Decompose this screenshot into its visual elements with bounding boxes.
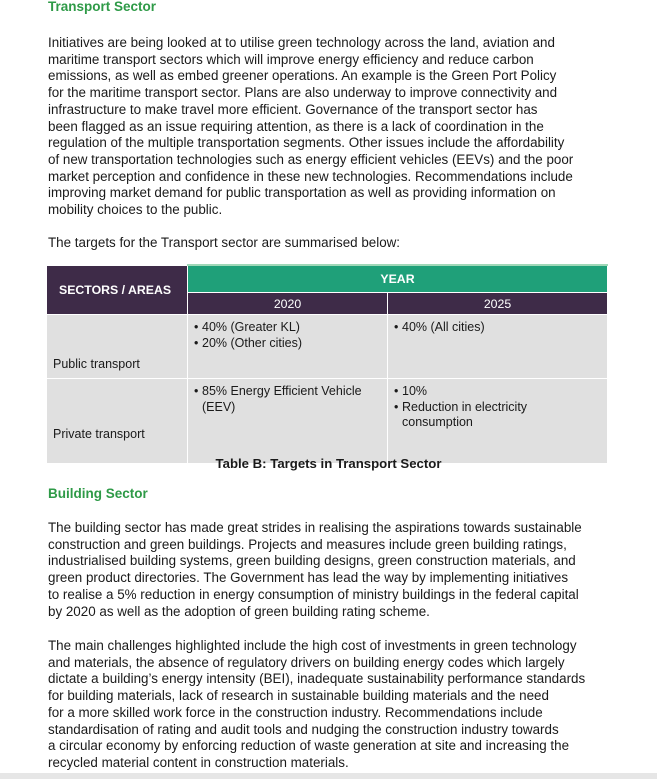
transport-line: Initiatives are being looked at to utilise green technology across the land, aviation and [48, 35, 555, 50]
table-caption: Table B: Targets in Transport Sector [215, 456, 442, 471]
target-item: • 40% (All cities) [394, 320, 601, 336]
col-2020-header: 2020 [188, 293, 388, 315]
building-line: for a more skilled work force in the construction industry. Recommendations include [48, 704, 543, 720]
building-line: The building sector has made great strides in realising the aspirations towards sustainable [48, 520, 582, 535]
building-line: dictate a building’s energy intensity (BEI), inadequate sustainability performance standards [48, 671, 586, 687]
transport-paragraph [48, 35, 609, 219]
col-2025-header: 2025 [388, 293, 608, 315]
transport-line: maritime transport sectors which will improve energy efficiency and reduce carbon [48, 51, 534, 67]
building-line: a circular economy by enforcing reduction of waste generation at site and increasing the [48, 738, 570, 754]
target-item: • 10% [394, 384, 601, 400]
transport-line: mobility choices to the public. [48, 202, 223, 218]
building-line: by 2020 as well as the adoption of green building rating scheme. [48, 603, 430, 619]
target-item: • Reduction in electricity consumption [394, 400, 601, 431]
transport-line: infrastructure to make travel more efficient. Governance of the transport sector has [48, 101, 538, 117]
targets-intro: The targets for the Transport sector are summarised below: [48, 235, 401, 250]
public-transport-2025 [388, 315, 608, 379]
building-line: The main challenges highlighted include the high cost of investments in green technology [48, 638, 577, 653]
transport-line: emissions, as well as embed greener operations. An example is the Green Port Policy [48, 68, 557, 84]
page-bottom-scrollbar [0, 773, 657, 779]
building-line: green product directories. The Government has lead the way by implementing initiatives [48, 570, 569, 586]
building-line: standardisation of rating and audit tools and nudging the construction industry towards [48, 721, 559, 737]
row-label-public-transport: Public transport [47, 315, 188, 379]
building-line: and materials, the absence of regulatory drivers on building energy codes which largely [48, 654, 565, 670]
private-transport-2025 [388, 379, 608, 464]
building-paragraph-2 [48, 638, 609, 772]
building-line: industrialised building systems, green building designs, green construction materials, and [48, 553, 576, 569]
building-paragraph-1 [48, 520, 609, 620]
transport-sector-heading: Transport Sector [48, 0, 157, 14]
target-item: • 85% Energy Efficient Vehicle (EEV) [194, 384, 381, 415]
year-header: YEAR [188, 265, 608, 293]
public-transport-2020 [188, 315, 388, 379]
building-line: construction and green buildings. Projects and measures include green building ratings, [48, 536, 567, 552]
target-item: • 20% (Other cities) [194, 336, 381, 352]
row-label-private-transport: Private transport [47, 379, 188, 464]
transport-line: improving market demand for public transportation as well as providing information on [48, 185, 556, 201]
building-line: for building materials, lack of research in sustainable building materials and the need [48, 688, 549, 704]
building-sector-heading: Building Sector [48, 486, 148, 501]
transport-line: of new transportation technologies such as energy efficient vehicles (EEVs) and the poor [48, 151, 574, 167]
transport-line: market perception and confidence in these new technologies. Recommendations include [48, 168, 573, 184]
table-row [47, 379, 608, 464]
table-row [47, 315, 608, 379]
transport-line: for the maritime transport sector. Plans are also underway to improve connectivity and [48, 85, 558, 101]
building-line: recycled material content in construction materials. [48, 754, 349, 770]
building-line: to realise a 5% reduction in energy consumption of ministry buildings in the federal capital [48, 586, 579, 602]
private-transport-2020 [188, 379, 388, 464]
sectors-areas-header: SECTORS / AREAS [47, 265, 188, 315]
transport-line: been flagged as an issue requiring attention, as there is a lack of coordination in the [48, 118, 544, 134]
transport-targets-table [46, 264, 608, 464]
transport-line: regulation of the multiple transportation segments. Other issues include the affordability [48, 135, 565, 151]
target-item: • 40% (Greater KL) [194, 320, 381, 336]
